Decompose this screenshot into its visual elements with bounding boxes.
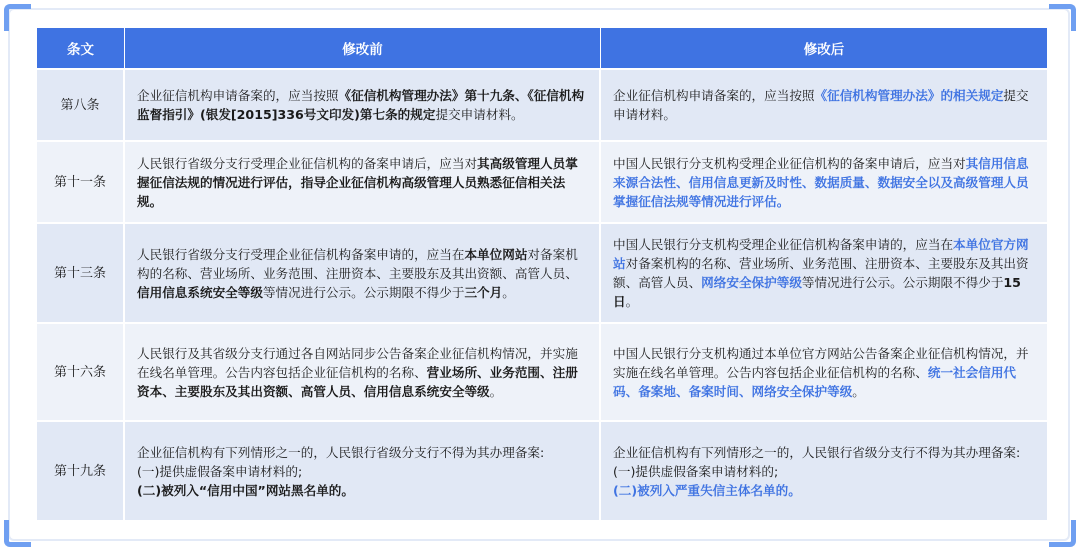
- cell-text: 。: [489, 383, 503, 399]
- bold-text: 其高级管理人员掌握征信法规的情况进行评估，指导企业征信机构高级管理人员熟悉征信相关法规。: [137, 155, 578, 209]
- cell-text: 企业征信机构有下列情形之一的，人民银行省级分支行不得为其办理备案:: [613, 444, 1021, 460]
- cell-text: 中国人民银行分支机构受理企业征信机构的备案申请后，应当对: [613, 155, 966, 171]
- highlighted-change: (二)被列入严重失信主体名单的。: [613, 482, 801, 498]
- table-row: [37, 322, 1047, 420]
- after-cell: [601, 322, 1047, 420]
- cell-text: 中国人民银行分支机构通过本单位官方网站公告备案企业征信机构情况，并实施在线名单管理。公告内容包括企业征信机构的名称、: [613, 345, 1029, 380]
- comparison-table: [37, 28, 1047, 520]
- table-row: [37, 68, 1047, 140]
- before-cell: [125, 420, 601, 520]
- highlighted-change: 网络安全保护等级: [701, 275, 802, 290]
- article-cell: 第十三条: [37, 222, 125, 322]
- header-article: 条文: [37, 28, 125, 68]
- before-cell: [125, 322, 601, 420]
- cell-text: 对备案机构的名称、营业场所、业务范围、注册资本、主要股东及其出资额、高管人员、: [613, 256, 1029, 290]
- cell-text: 等情况进行公示。公示期限不得少于: [801, 275, 1004, 290]
- article-cell: 第十九条: [37, 420, 125, 520]
- bold-text: 营业场所、业务范围、注册资本、主要股东及其出资额、高管人员、信用信息系统安全等级: [137, 364, 578, 399]
- after-cell: [601, 140, 1047, 222]
- after-cell: [601, 68, 1047, 140]
- article-cell: 第八条: [37, 68, 125, 140]
- after-cell: [601, 222, 1047, 322]
- cell-text: 。: [625, 294, 639, 309]
- bold-text: 15日: [613, 275, 1021, 309]
- table-row: [37, 222, 1047, 322]
- cell-text: 。: [852, 383, 865, 399]
- frame-corner-bottom-right: [1049, 520, 1076, 547]
- before-cell: [125, 140, 601, 222]
- table-row: [37, 140, 1047, 222]
- cell-text: 提交申请材料。: [435, 107, 524, 122]
- cell-text: (一)提供虚假备案申请材料的;: [613, 463, 779, 479]
- frame-corner-top-right: [1049, 4, 1076, 31]
- cell-text: 。: [502, 284, 515, 300]
- article-cell: 第十六条: [37, 322, 125, 420]
- after-cell: [601, 420, 1047, 520]
- bold-text: 三个月: [464, 284, 503, 300]
- cell-text: 企业征信机构申请备案的，应当按照: [613, 88, 815, 103]
- frame-corner-bottom-left: [4, 520, 31, 547]
- cell-text: (一)提供虚假备案申请材料的;: [137, 463, 303, 479]
- cell-text: 中国人民银行分支机构受理企业征信机构备案申请的，应当在: [613, 237, 954, 252]
- bold-text: (二)被列入“信用中国”网站黑名单的。: [137, 482, 354, 498]
- cell-text: 人民银行省级分支行受理企业征信机构备案申请的，应当在: [137, 246, 465, 262]
- before-cell: [125, 222, 601, 322]
- bold-text: 信用信息系统安全等级: [137, 284, 263, 300]
- cell-text: 企业征信机构申请备案的，应当按照: [137, 88, 339, 103]
- highlighted-change: 《征信机构管理办法》的相关规定: [814, 88, 1004, 103]
- cell-text: 人民银行省级分支行受理企业征信机构的备案申请后，应当对: [137, 155, 478, 171]
- table-header-row: [37, 28, 1047, 68]
- article-cell: 第十一条: [37, 140, 125, 222]
- before-cell: [125, 68, 601, 140]
- table-row: [37, 420, 1047, 520]
- bold-text: 本单位网站: [464, 246, 528, 262]
- header-before: 修改前: [125, 28, 601, 68]
- cell-text: 等情况进行公示。公示期限不得少于: [262, 284, 465, 300]
- cell-text: 提交申请材料。: [613, 88, 1029, 122]
- header-after: 修改后: [601, 28, 1047, 68]
- cell-text: 对备案机构的名称、营业场所、业务范围、注册资本、主要股东及其出资额、高管人员、: [137, 246, 578, 281]
- frame-corner-top-left: [4, 4, 31, 31]
- cell-text: 企业征信机构有下列情形之一的，人民银行省级分支行不得为其办理备案:: [137, 444, 545, 460]
- bold-text: 《征信机构管理办法》第十九条、《征信机构监督指引》(银发[2015]336号文印发)第七条的规定: [137, 88, 585, 122]
- highlighted-change: 其信用信息来源合法性、信用信息更新及时性、数据质量、数据安全以及高级管理人员掌握征信法规等情况进行评估。: [613, 155, 1029, 209]
- highlighted-change: 统一社会信用代码、备案地、备案时间、网络安全保护等级: [613, 364, 1016, 399]
- cell-text: 人民银行及其省级分支行通过各自网站同步公告备案企业征信机构情况，并实施在线名单管理。公告内容包括企业征信机构的名称、: [137, 345, 578, 380]
- highlighted-change: 本单位官方网站: [613, 237, 1029, 271]
